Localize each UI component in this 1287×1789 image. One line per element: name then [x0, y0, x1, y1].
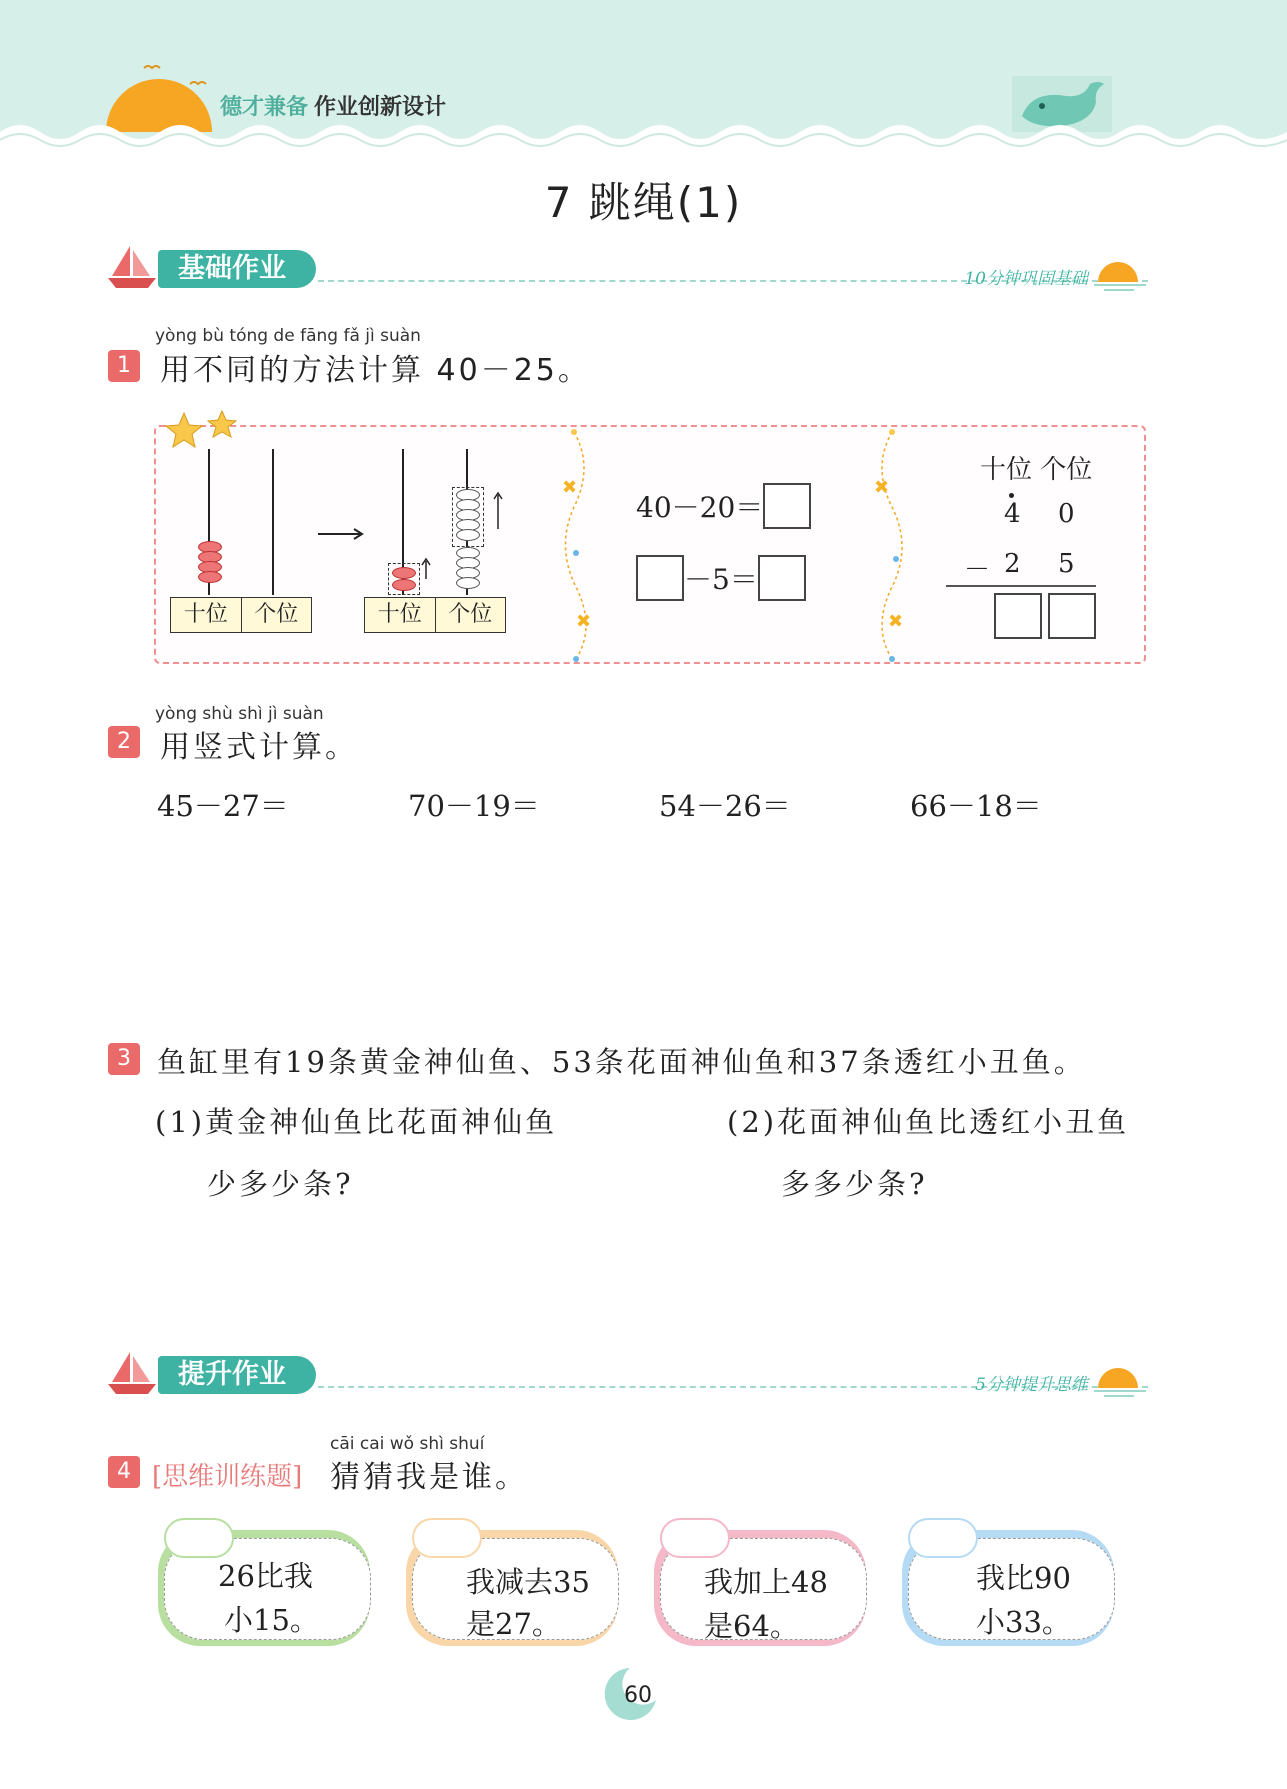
answer-box[interactable] — [994, 593, 1042, 639]
equation-2 — [636, 555, 806, 601]
q1-text: 用不同的方法计算 40－25。 — [160, 353, 591, 388]
header-waves — [0, 112, 1287, 152]
riddle-card — [158, 1518, 378, 1646]
abacus-label-left — [170, 597, 312, 633]
card-line2: 是27。 — [466, 1607, 561, 1641]
question-number: 4 — [108, 1456, 140, 1488]
riddle-card — [654, 1518, 874, 1646]
card-line2: 小15。 — [224, 1603, 319, 1637]
tens-label: 十位 — [377, 602, 422, 627]
abacus-label-right — [364, 597, 506, 633]
sun-icon — [1094, 256, 1148, 292]
card-line2: 小33。 — [976, 1605, 1071, 1639]
card-tab — [908, 1518, 978, 1558]
q4-tag: [思维训练题] — [152, 1462, 303, 1492]
brand-dark: 作业创新设计 — [314, 95, 447, 120]
digit: 2 — [1004, 549, 1021, 579]
section-tag: 5分钟提升思维 — [975, 1375, 1088, 1395]
svg-text:✖: ✖ — [576, 611, 592, 632]
calc-item: 45－27＝ — [157, 789, 289, 823]
page-header — [0, 0, 1287, 150]
sailboat-icon — [108, 244, 156, 290]
q2-pinyin: yòng shù shì jì suàn — [155, 704, 324, 724]
q3-sub1-line2: 少多少条? — [207, 1167, 354, 1201]
arrow-up-icon — [420, 557, 432, 581]
question-number: 3 — [108, 1043, 140, 1075]
riddle-card — [902, 1518, 1122, 1646]
card-tab — [164, 1518, 234, 1558]
svg-text:✖: ✖ — [888, 611, 904, 632]
arrow-up-icon — [492, 491, 504, 531]
q4-text: 猜猜我是谁。 — [330, 1460, 528, 1495]
digit: 4 — [1004, 499, 1021, 529]
borrow-dot — [1009, 493, 1014, 498]
brand-green: 德才兼备 — [220, 95, 309, 120]
place-header: 十位 个位 — [980, 455, 1093, 485]
answer-box[interactable] — [758, 555, 806, 601]
card-line2: 是64。 — [704, 1609, 799, 1643]
q4-pinyin: cāi cai wǒ shì shuí — [330, 1434, 485, 1454]
abacus-bead — [198, 571, 222, 583]
card-line1: 我减去35 — [466, 1565, 590, 1599]
q1-method-box — [154, 425, 1146, 664]
section-tag: 10分钟巩固基础 — [964, 269, 1088, 289]
ones-label: 个位 — [435, 598, 506, 632]
equation-1 — [636, 483, 811, 529]
svg-text:✖: ✖ — [562, 477, 578, 498]
equation-1-text: 40－20＝ — [636, 491, 764, 524]
q3-sub1-line1: (1)黄金神仙鱼比花面神仙鱼 — [155, 1105, 558, 1139]
section-label: 基础作业 — [158, 250, 316, 288]
q3-text: 鱼缸里有19条黄金神仙鱼、53条花面神仙鱼和37条透红小丑鱼。 — [157, 1045, 1086, 1079]
answer-box[interactable] — [636, 555, 684, 601]
section-banner-advanced — [108, 1350, 1148, 1406]
minus-sign: － — [964, 555, 991, 585]
sum-line — [946, 585, 1096, 587]
question-number: 2 — [108, 726, 140, 758]
abacus-bead — [392, 579, 416, 591]
page-number: 60 — [624, 1683, 652, 1708]
section-banner-basic — [108, 244, 1148, 300]
svg-text:✖: ✖ — [874, 477, 890, 498]
calc-item: 66－18＝ — [910, 789, 1042, 823]
star-icon — [162, 409, 242, 453]
calc-item: 54－26＝ — [659, 789, 791, 823]
question-number: 1 — [108, 350, 140, 382]
answer-box[interactable] — [1048, 593, 1096, 639]
abacus-rod-ones — [272, 449, 274, 595]
sailboat-icon — [108, 1350, 156, 1396]
card-tab — [660, 1518, 730, 1558]
riddle-card — [406, 1518, 626, 1646]
answer-box[interactable] — [763, 483, 811, 529]
q3-sub2-line1: (2)花面神仙鱼比透红小丑鱼 — [727, 1105, 1130, 1139]
card-line1: 26比我 — [218, 1559, 313, 1593]
abacus-bead — [456, 529, 480, 541]
card-line1: 我比90 — [976, 1561, 1071, 1595]
q3-sub2-line2: 多多少条? — [781, 1167, 928, 1201]
wavy-divider — [554, 427, 604, 662]
abacus-bead — [456, 577, 480, 589]
equation-2-text: －5＝ — [684, 563, 758, 596]
lesson-title: 7 跳绳(1) — [544, 178, 743, 227]
card-line1: 我加上48 — [704, 1565, 828, 1599]
tens-label: 十位 — [183, 602, 228, 627]
q1-pinyin: yòng bù tóng de fāng fǎ jì suàn — [155, 326, 421, 346]
abacus-bead — [392, 567, 416, 579]
sun-icon — [1094, 1362, 1148, 1398]
section-label: 提升作业 — [158, 1356, 316, 1394]
card-tab — [412, 1518, 482, 1558]
arrow-right-icon — [316, 527, 366, 541]
digit: 5 — [1058, 549, 1075, 579]
q2-text: 用竖式计算。 — [160, 730, 358, 765]
calc-item: 70－19＝ — [408, 789, 540, 823]
digit: 0 — [1058, 499, 1075, 529]
wavy-divider — [868, 427, 918, 662]
ones-label: 个位 — [241, 598, 312, 632]
